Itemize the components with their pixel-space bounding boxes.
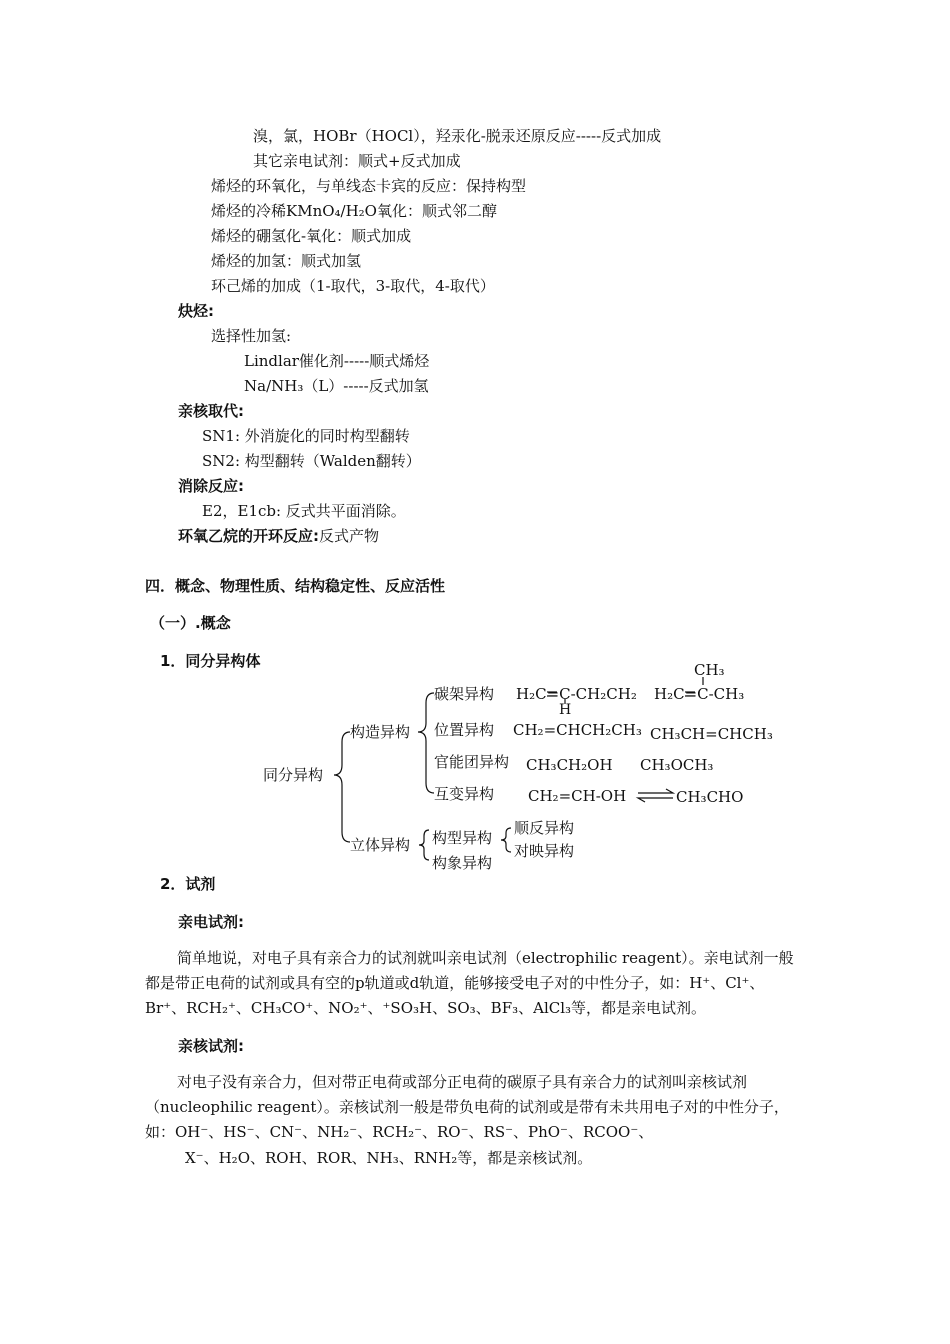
electrophile-paragraph: 简单地说，对电子具有亲合力的试剂就叫亲电试剂（electrophilic reagent）。亲电试剂一般都是带正电荷的试剂或具有空的p轨道或d轨道，能够接受电子对的中性分子，如：H⁺、Cl⁺、Br⁺、RCH₂⁺、CH₃CO⁺、NO₂⁺、⁺SO₃H、SO₃、BF₃、AlCl₃等，都是亲电试剂。 (145, 949, 794, 1017)
stereo-brace (419, 830, 429, 860)
elim-item: E2，E1cb: 反式共平面消除。 (202, 502, 406, 520)
root-label: 同分异构 (263, 766, 324, 784)
section-4-heading: 四．概念、物理性质、结构稳定性、反应活性 (145, 577, 446, 595)
formula-func2: CH₃OCH₃ (640, 756, 714, 774)
nucleophile-examples-continued: X⁻、H₂O、ROH、ROR、NH₃、RNH₂等，都是亲核试剂。 (185, 1149, 593, 1167)
isomer-diagram (0, 655, 950, 880)
alkene-item-halogen: 溴，氯，HOBr（HOCl），羟汞化-脱汞还原反应-----反式加成 (253, 127, 662, 145)
conformational-label: 构象异构 (432, 854, 493, 872)
nucleophile-heading: 亲核试剂: (178, 1037, 244, 1055)
equilibrium-reverse-arrow (638, 798, 673, 802)
constitutional-brace (418, 693, 434, 793)
epox-line (178, 526, 379, 546)
root-brace (334, 732, 350, 842)
tautomer-label: 互变异构 (434, 785, 495, 803)
subsection-concepts: （一）.概念 (150, 614, 231, 632)
diagram-formulas (513, 661, 773, 806)
functional-label: 官能团异构 (434, 753, 510, 771)
nucsub-item-sn2: SN2: 构型翻转（Walden翻转） (202, 452, 421, 470)
formula-skel1: H₂C=C-CH₂CH₂ (516, 685, 637, 703)
formula-skel2-methyl: CH₃ (694, 661, 725, 679)
diagram-labels (263, 685, 574, 872)
alkyne-item-na-nh3: Na/NH₃（L）-----反式加氢 (244, 377, 429, 395)
alkyne-heading: 炔烃: (178, 302, 214, 320)
item-isomers-heading: 1．同分异构体 (160, 652, 261, 670)
equilibrium-forward-arrow (638, 789, 673, 793)
epox-text: 反式产物 (319, 527, 380, 545)
alkene-item-other-electrophile: 其它亲电试剂：顺式+反式加成 (253, 152, 461, 170)
item-reagents-heading: 2．试剂 (160, 875, 216, 893)
alkyne-selective-hydrogenation: 选择性加氢: (211, 327, 292, 345)
elim-heading: 消除反应: (178, 477, 244, 495)
formula-skel2: H₂C=C-CH₃ (654, 685, 745, 703)
stereo-label: 立体异构 (350, 836, 411, 854)
nucsub-heading: 亲核取代: (178, 402, 244, 420)
alkene-item-cyclohexene: 环己烯的加成（1-取代，3-取代，4-取代） (211, 277, 495, 295)
nucleophile-paragraph: 对电子没有亲合力，但对带正电荷或部分正电荷的碳原子具有亲合力的试剂叫亲核试剂（nucleophilic reagent）。亲核试剂一般是带负电荷的试剂或是带有未共用电子对的中性分子，如：OH⁻、HS⁻、CN⁻、NH₂⁻、RCH₂⁻、RO⁻、RS⁻、PhO⁻、RCOO⁻、 (145, 1073, 789, 1141)
alkene-item-hydrogenation: 烯烃的加氢：顺式加氢 (211, 252, 362, 270)
formula-pos2: CH₃CH=CHCH₃ (650, 725, 773, 743)
configurational-label: 构型异构 (432, 829, 493, 847)
constitutional-label: 构造异构 (350, 723, 411, 741)
enantiomer-label: 对映异构 (514, 842, 575, 860)
alkene-item-epoxidation: 烯烃的环氧化，与单线态卡宾的反应：保持构型 (211, 177, 527, 195)
cistrans-label: 顺反异构 (514, 819, 575, 837)
alkyne-item-lindlar: Lindlar催化剂-----顺式烯烃 (244, 352, 430, 370)
formula-taut2: CH₃CHO (676, 788, 744, 806)
epox-heading: 环氧乙烷的开环反应: (178, 527, 319, 545)
formula-pos1: CH₂=CHCH₂CH₃ (513, 721, 642, 739)
alkene-item-hydroboration: 烯烃的硼氢化-氧化：顺式加成 (211, 227, 412, 245)
configuration-brace (501, 828, 511, 852)
electrophile-heading: 亲电试剂: (178, 913, 244, 931)
formula-skel1-h: H (559, 702, 572, 718)
formula-func1: CH₃CH₂OH (526, 756, 613, 774)
alkene-item-kmno4: 烯烃的冷稀KMnO₄/H₂O氧化：顺式邻二醇 (211, 202, 497, 220)
nucsub-item-sn1: SN1: 外消旋化的同时构型翻转 (202, 427, 410, 445)
positional-label: 位置异构 (434, 721, 495, 739)
formula-taut1: CH₂=CH-OH (528, 787, 627, 805)
skeletal-label: 碳架异构 (434, 685, 495, 703)
